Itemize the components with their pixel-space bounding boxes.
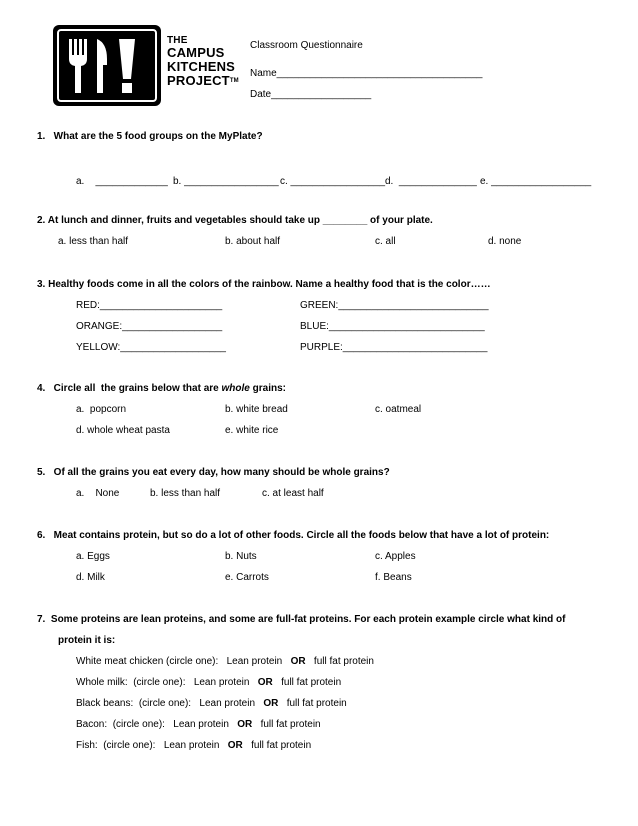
or-label: OR: [237, 719, 253, 730]
question-3: 3. Healthy foods come in all the colors of the rainbow. Name a healthy food that is the color……: [37, 279, 491, 290]
q1-blank-e[interactable]: e. __________________: [480, 176, 592, 187]
question-5: 5. Of all the grains you eat every day, how many should be whole grains?: [37, 467, 390, 478]
date-field[interactable]: Date__________________: [250, 89, 372, 100]
logo-line-the: THE: [167, 35, 188, 46]
q6-option-f[interactable]: f. Beans: [375, 572, 412, 583]
q2-option-c[interactable]: c. all: [375, 236, 396, 247]
or-label: OR: [290, 656, 306, 667]
logo-line-kitchens: KITCHENS: [167, 59, 236, 74]
q3-yellow-field[interactable]: YELLOW:___________________: [76, 342, 226, 353]
q1-blank-c[interactable]: c. _________________: [280, 176, 386, 187]
q4-option-e[interactable]: e. white rice: [225, 425, 279, 436]
q2-option-d[interactable]: d. none: [488, 236, 522, 247]
q3-orange-field[interactable]: ORANGE:__________________: [76, 321, 223, 332]
q3-purple-field[interactable]: PURPLE:__________________________: [300, 342, 488, 353]
q7-row-bacon: [76, 719, 321, 731]
lean-protein-option[interactable]: Lean protein: [193, 677, 250, 688]
lean-protein-option[interactable]: Lean protein: [226, 656, 283, 667]
q2-option-a[interactable]: a. less than half: [58, 236, 129, 247]
q7-item-label: White meat chicken (circle one):: [76, 656, 219, 667]
q6-option-c[interactable]: c. Apples: [375, 551, 416, 562]
logo-trademark: TM: [229, 78, 239, 84]
q4-question-emphasis: whole: [221, 383, 250, 394]
q7-item-label: Whole milk: (circle one):: [76, 677, 186, 688]
q2-option-b[interactable]: b. about half: [225, 236, 281, 247]
q7-row-beans: [76, 698, 347, 710]
q5-option-a[interactable]: a. None: [76, 488, 120, 499]
q4-option-c[interactable]: c. oatmeal: [375, 404, 422, 415]
q6-option-b[interactable]: b. Nuts: [225, 551, 257, 562]
q3-red-field[interactable]: RED:______________________: [76, 300, 223, 311]
page-title: Classroom Questionnaire: [250, 40, 363, 51]
q7-row-fish: [76, 740, 311, 752]
lean-protein-option[interactable]: Lean protein: [173, 719, 229, 730]
q1-blank-a[interactable]: a. _____________: [76, 176, 168, 187]
campus-kitchens-logo: [53, 25, 161, 106]
q6-option-d[interactable]: d. Milk: [76, 572, 105, 583]
q4-option-d[interactable]: d. whole wheat pasta: [76, 425, 170, 436]
question-1: 1. What are the 5 food groups on the MyPlate?: [37, 131, 263, 142]
q4-question-start: 4. Circle all the grains below that are: [37, 383, 222, 394]
q4-option-b[interactable]: b. white bread: [225, 404, 288, 415]
logo-line-project: PROJECT: [167, 73, 230, 88]
fork-knife-exclamation-icon: [53, 25, 161, 106]
or-label: OR: [257, 677, 273, 688]
q3-green-field[interactable]: GREEN:___________________________: [300, 300, 489, 311]
full-fat-option[interactable]: full fat protein: [260, 719, 321, 730]
q5-option-b[interactable]: b. less than half: [150, 488, 221, 499]
q4-question-end: grains:: [249, 383, 286, 394]
q7-item-label: Black beans: (circle one):: [76, 698, 192, 709]
q4-option-a[interactable]: a. popcorn: [76, 404, 127, 415]
lean-protein-option[interactable]: Lean protein: [199, 698, 256, 709]
question-6: 6. Meat contains protein, but so do a lot of other foods. Circle all the foods below that have a lot of protein:: [37, 530, 550, 541]
q7-row-chicken: [76, 656, 374, 668]
or-label: OR: [227, 740, 243, 751]
full-fat-option[interactable]: full fat protein: [286, 698, 347, 709]
name-field[interactable]: Name_____________________________________: [250, 68, 483, 79]
q5-option-c[interactable]: c. at least half: [262, 488, 324, 499]
q3-blue-field[interactable]: BLUE:____________________________: [300, 321, 485, 332]
full-fat-option[interactable]: full fat protein: [313, 656, 374, 667]
question-7-continued: protein it is:: [58, 635, 116, 646]
q1-blank-b[interactable]: b. _________________: [173, 176, 279, 187]
or-label: OR: [263, 698, 279, 709]
logo-wordmark: [167, 35, 239, 88]
q7-item-label: Bacon: (circle one):: [76, 719, 165, 730]
q6-option-e[interactable]: e. Carrots: [225, 572, 269, 583]
q7-item-label: Fish: (circle one):: [76, 740, 156, 751]
question-7: 7. Some proteins are lean proteins, and some are full-fat proteins. For each protein example circle what kind of: [37, 614, 566, 625]
q6-option-a[interactable]: a. Eggs: [76, 551, 110, 562]
question-4: [37, 383, 286, 395]
full-fat-option[interactable]: full fat protein: [251, 740, 312, 751]
lean-protein-option[interactable]: Lean protein: [163, 740, 220, 751]
q1-blank-d[interactable]: d. ______________: [385, 176, 477, 187]
q7-row-milk: [76, 677, 341, 689]
logo-line-campus: CAMPUS: [167, 45, 225, 60]
question-2: 2. At lunch and dinner, fruits and vegetables should take up ________ of your plate.: [37, 215, 433, 226]
full-fat-option[interactable]: full fat protein: [281, 677, 342, 688]
